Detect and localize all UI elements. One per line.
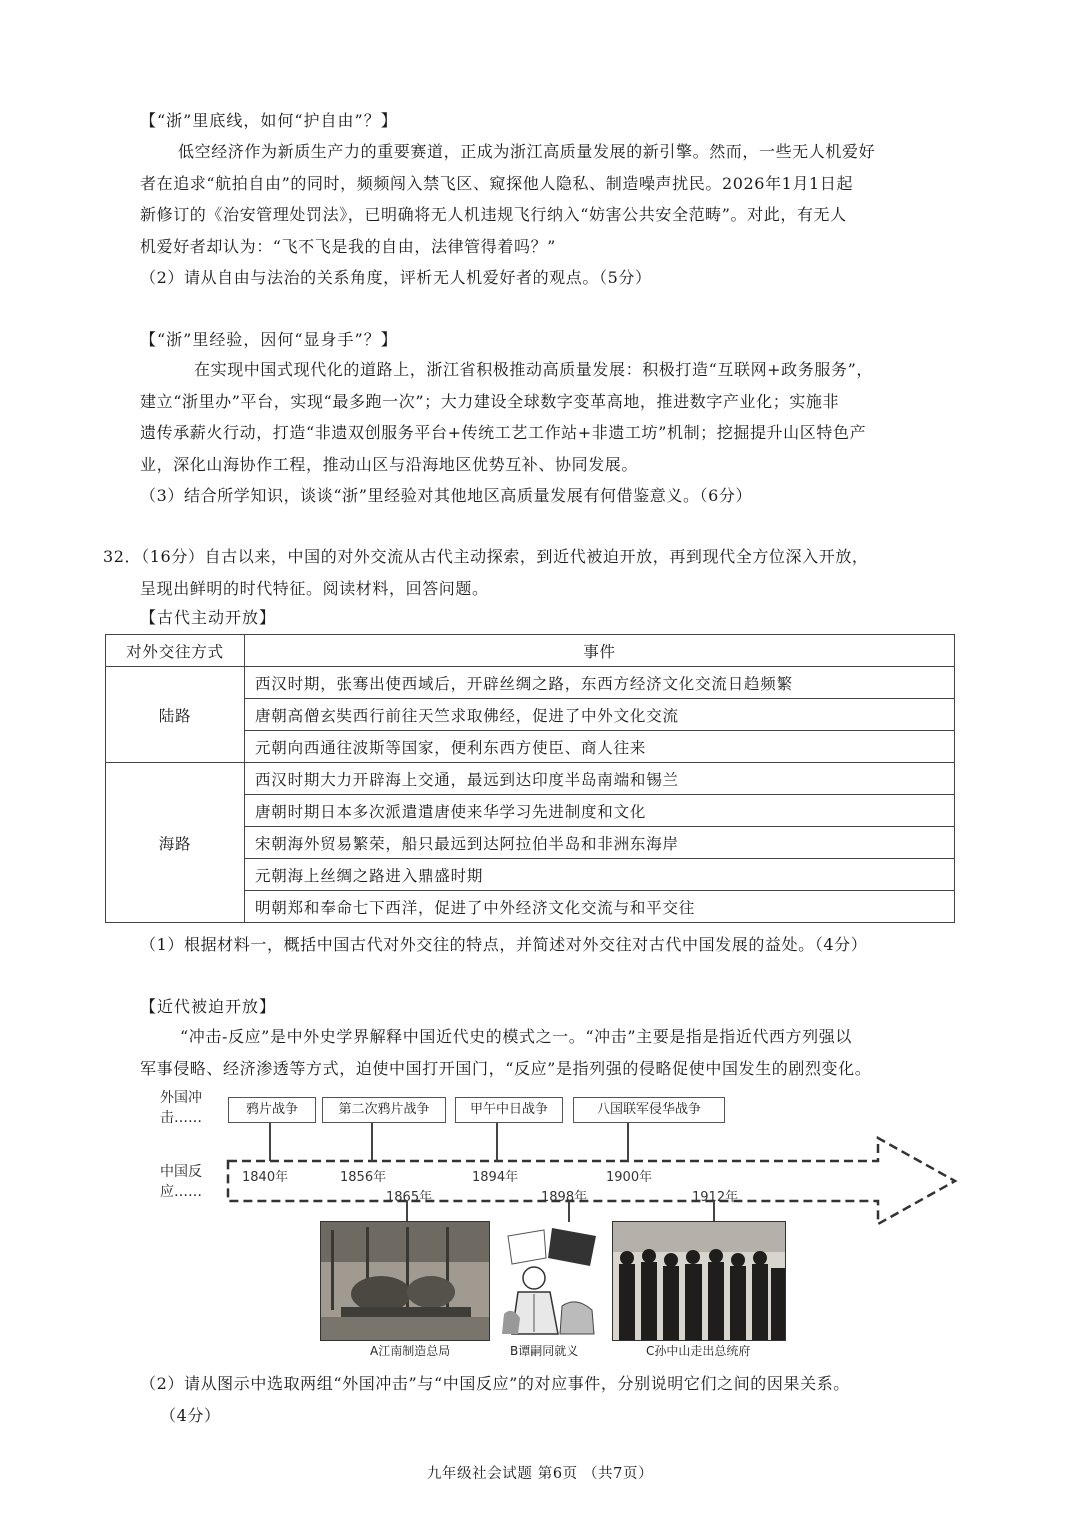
question-2: （2）请从自由与法治的关系角度，评析无人机爱好者的观点。（5分）: [140, 268, 652, 287]
impact-event-1894: 甲午中日战争: [455, 1097, 563, 1123]
section1-paragraph: [140, 136, 980, 262]
table-cell: 元朝向西通往波斯等国家，便利东西方使臣、商人往来: [245, 731, 955, 763]
impact-event-1840: 鸦片战争: [228, 1097, 316, 1123]
table-cell: 西汉时期大力开辟海上交通，最远到达印度半岛南端和锡兰: [245, 763, 955, 795]
tan-sitong-illustration: [500, 1222, 600, 1339]
question-32-2: [140, 1368, 980, 1431]
year-1894: 1894年: [472, 1170, 519, 1185]
table-header-row: [106, 635, 955, 667]
section1-heading: 【“浙”里底线，如何“护自由”？】: [140, 111, 398, 130]
ancient-heading: 【古代主动开放】: [140, 608, 277, 627]
sun-yatsen-photo: [612, 1221, 786, 1341]
exchange-table: [105, 634, 955, 923]
caption-c: C孙中山走出总统府: [646, 1344, 751, 1358]
response-label: [160, 1162, 202, 1202]
table-cell: 唐朝高僧玄奘西行前往天竺求取佛经，促进了中外文化交流: [245, 699, 955, 731]
caption-a: A江南制造总局: [370, 1344, 451, 1358]
para-line: “冲击-反应”是中外史学界解释中国近代史的模式之一。“冲击”主要是指是指近代西方列强以: [180, 1027, 852, 1046]
para-line: 低空经济作为新质生产力的重要赛道，正成为浙江高质量发展的新引擎。然而，一些无人机爱好: [178, 142, 876, 161]
response-label-line: 应……: [160, 1184, 202, 1200]
section2-paragraph: [140, 354, 980, 480]
route-label-land: 陆路: [106, 667, 245, 763]
year-1865: 1865年: [386, 1190, 433, 1205]
table-row: [106, 667, 955, 699]
table-cell: 唐朝时期日本多次派遣遣唐使来华学习先进制度和文化: [245, 795, 955, 827]
figure-illustration: [500, 1222, 600, 1339]
year-1912: 1912年: [692, 1190, 739, 1205]
route-label-sea: 海路: [106, 763, 245, 923]
para-line: 者在追求“航拍自由”的同时，频频闯入禁飞区、窥探他人隐私、制造噪声扰民。2026年1月1日起: [140, 173, 854, 193]
para-line: 遗传承薪火行动，打造“非遗双创服务平台+传统工艺工作站+非遗工坊”机制；挖掘提升山区特色产: [140, 423, 867, 442]
table-cell: 西汉时期，张骞出使西域后，开辟丝绸之路，东西方经济文化交流日趋频繁: [245, 667, 955, 699]
table-header: 事件: [245, 635, 955, 667]
para-line: 在实现中国式现代化的道路上，浙江省积极推动高质量发展：积极打造“互联网+政务服务”，: [194, 360, 873, 379]
impact-event-1856: 第二次鸦片战争: [322, 1097, 446, 1123]
response-label-line: 中国反: [160, 1164, 202, 1180]
intro-line: 呈现出鲜明的时代特征。阅读材料，回答问题。: [140, 578, 489, 598]
question-3: （3）结合所学知识，谈谈“浙”里经验对其他地区高质量发展有何借鉴意义。（6分）: [140, 486, 753, 505]
table-cell: 宋朝海外贸易繁荣，船只最远到达阿拉伯半岛和非洲东海岸: [245, 827, 955, 859]
intro-line: 32．（16分）自古以来，中国的对外交流从古代主动探索，到近代被迫开放，再到现代全方位深入开放，: [103, 547, 869, 566]
table-cell: 明朝郑和奉命七下西洋，促进了中外经济文化交流与和平交往: [245, 891, 955, 923]
factory-illustration: [321, 1222, 489, 1340]
year-1898: 1898年: [541, 1190, 588, 1205]
table-cell: 元朝海上丝绸之路进入鼎盛时期: [245, 859, 955, 891]
q32-intro: [103, 541, 983, 604]
timeline-arrow: [228, 1138, 955, 1224]
table-header: 对外交往方式: [106, 635, 245, 667]
year-1900: 1900年: [606, 1170, 653, 1185]
para-line: 军事侵略、经济渗透等方式，迫使中国打开国门，“反应”是指列强的侵略促使中国发生的剧烈变化。: [140, 1058, 872, 1078]
para-line: 业，深化山海协作工程，推动山区与沿海地区优势互补、协同发展。: [140, 454, 639, 474]
jiangnan-arsenal-photo: [320, 1221, 490, 1341]
impact-label-line: 击……: [160, 1110, 202, 1126]
question-line: （2）请从图示中选取两组“外国冲击”与“中国反应”的对应事件，分别说明它们之间的因果关系。: [140, 1374, 850, 1393]
modern-heading: 【近代被迫开放】: [140, 997, 277, 1016]
table-row: [106, 763, 955, 795]
year-1840: 1840年: [242, 1170, 289, 1185]
para-line: 建立“浙里办”平台，实现“最多跑一次”；大力建设全球数字变革高地，推进数字产业化；实施非: [140, 391, 840, 411]
para-line: 机爱好者却认为：“飞不飞是我的自由，法律管得着吗？”: [140, 236, 556, 256]
section2-heading: 【“浙”里经验，因何“显身手”？】: [140, 330, 398, 349]
page-footer: 九年级社会试题 第6页 （共7页）: [426, 1466, 654, 1482]
impact-label-line: 外国冲: [160, 1090, 202, 1106]
caption-b: B谭嗣同就义: [510, 1344, 579, 1358]
impact-event-1900: 八国联军侵华战争: [573, 1097, 725, 1123]
impact-label: [160, 1088, 202, 1128]
group-illustration: [613, 1222, 785, 1340]
year-1856: 1856年: [340, 1170, 387, 1185]
question-line: （4分）: [160, 1405, 221, 1425]
question-32-1: （1）根据材料一，概括中国古代对外交往的特点，并简述对外交往对古代中国发展的益处。（4分）: [140, 935, 868, 954]
para-line: 新修订的《治安管理处罚法》，已明确将无人机违规飞行纳入“妨害公共安全范畴”。对此，有无人: [140, 205, 847, 224]
modern-paragraph: [140, 1021, 980, 1084]
